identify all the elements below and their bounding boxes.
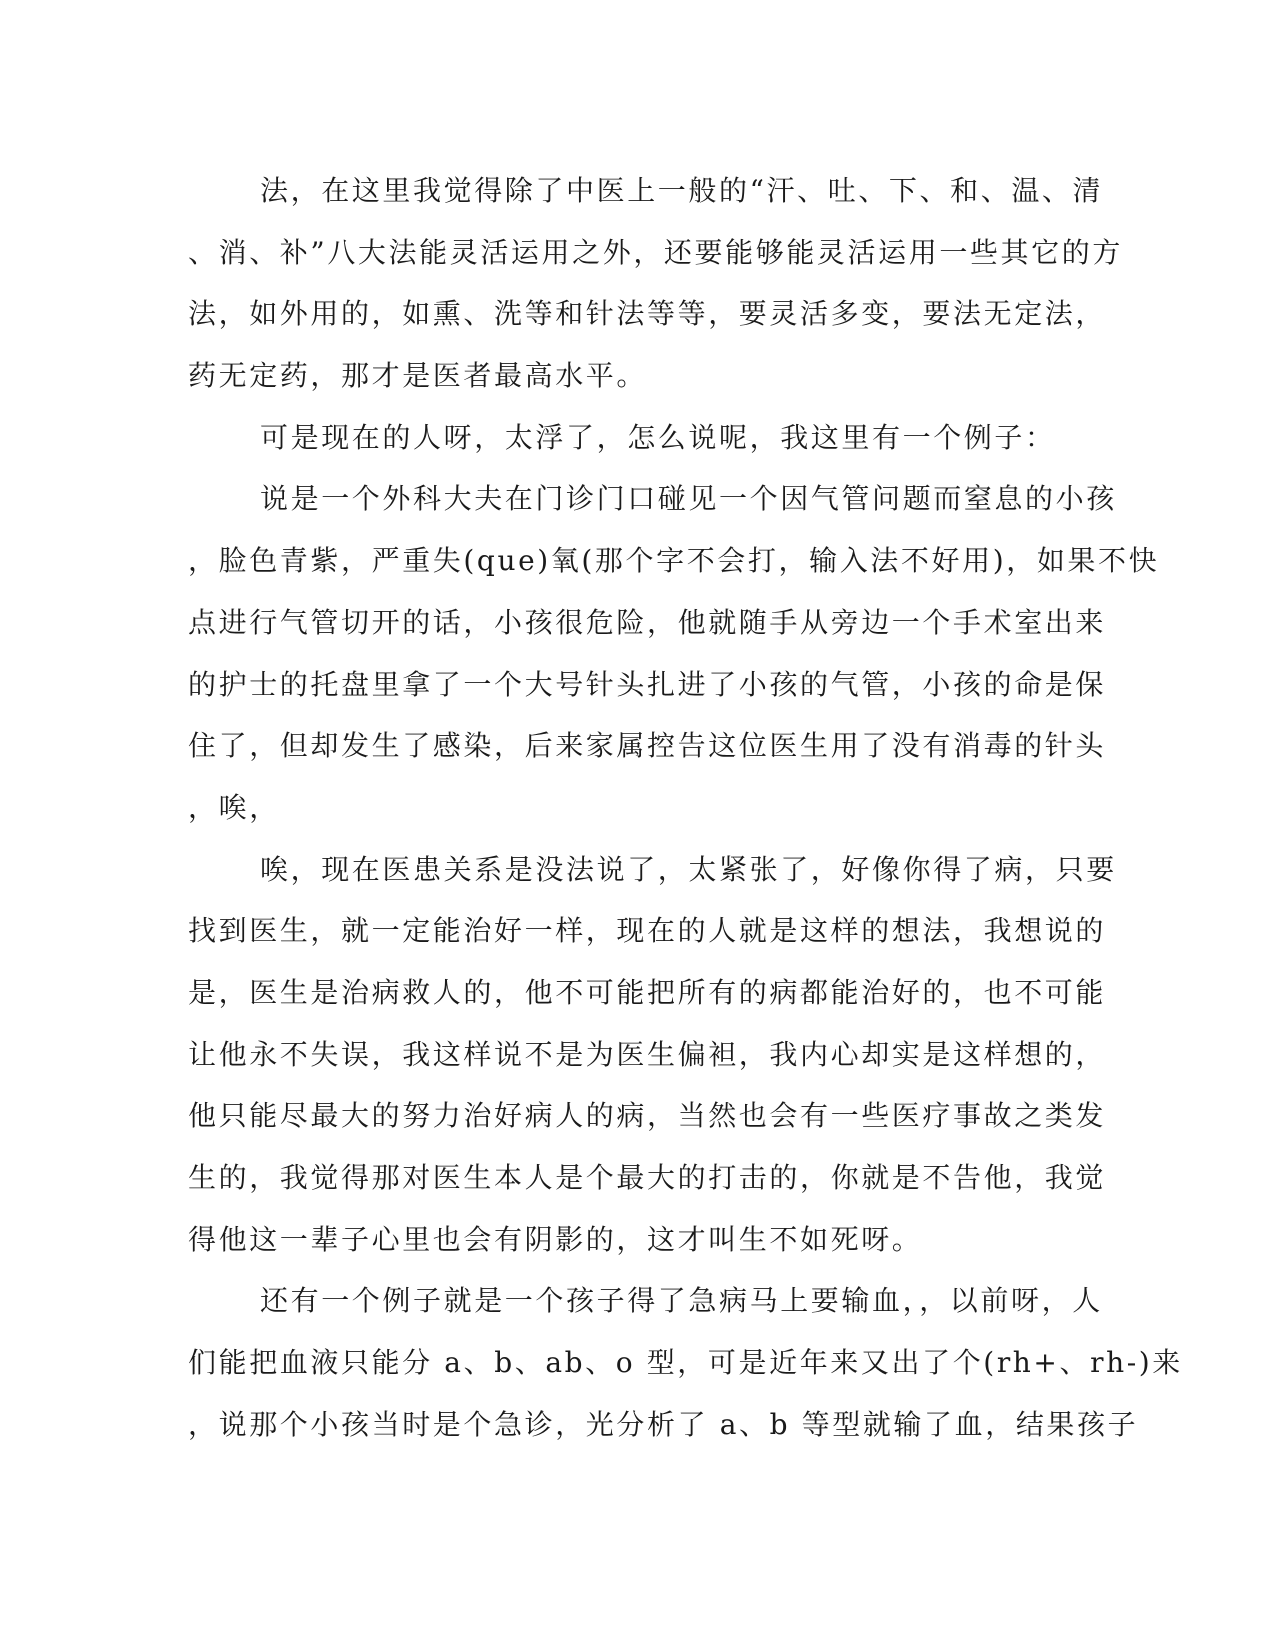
text-line: 找到医生，就一定能治好一样，现在的人就是这样的想法，我想说的 bbox=[188, 914, 1107, 948]
text-line: 是，医生是治病救人的，他不可能把所有的病都能治好的，也不可能 bbox=[188, 975, 1107, 1009]
document-body bbox=[188, 160, 1183, 1455]
text-line: 的护士的托盘里拿了一个大号针头扎进了小孩的气管，小孩的命是保 bbox=[188, 667, 1107, 701]
text-line: 还有一个例子就是一个孩子得了急病马上要输血，，以前呀，人 bbox=[260, 1284, 1103, 1318]
text-line: 他只能尽最大的努力治好病人的病，当然也会有一些医疗事故之类发 bbox=[188, 1099, 1107, 1133]
text-line: 唉，现在医患关系是没法说了，太紧张了，好像你得了病，只要 bbox=[260, 852, 1117, 886]
text-line: 生的，我觉得那对医生本人是个最大的打击的，你就是不告他，我觉 bbox=[188, 1161, 1107, 1194]
text-line: 说是一个外科大夫在门诊门口碰见一个因气管问题而窒息的小孩 bbox=[260, 482, 1117, 516]
text-line: 、消、补”八大法能灵活运用之外，还要能够能灵活运用一些其它的方 bbox=[188, 235, 1123, 269]
text-line: 药无定药，那才是医者最高水平。 bbox=[188, 359, 648, 393]
text-line: 让他永不失误，我这样说不是为医生偏袒，我内心却实是这样想的， bbox=[188, 1037, 1107, 1071]
text-line: 法，如外用的，如熏、洗等和针法等等，要灵活多变，要法无定法， bbox=[188, 297, 1107, 331]
text-line: 点进行气管切开的话，小孩很危险，他就随手从旁边一个手术室出来 bbox=[188, 605, 1107, 639]
text-line: 们能把血液只能分 a、b、ab、o 型，可是近年来又出了个(rh+、rh-)来 bbox=[188, 1346, 1183, 1380]
text-line: 法，在这里我觉得除了中医上一般的“汗、吐、下、和、温、清 bbox=[260, 174, 1104, 207]
text-line: 可是现在的人呀，太浮了，怎么说呢，我这里有一个例子： bbox=[260, 420, 1056, 454]
text-line: ，唉， bbox=[188, 790, 280, 824]
text-line: 得他这一辈子心里也会有阴影的，这才叫生不如死呀。 bbox=[188, 1222, 923, 1256]
text-line: ，脸色青紫，严重失(que)氧(那个字不会打，输入法不好用)，如果不快 bbox=[188, 544, 1160, 578]
text-line: 住了，但却发生了感染，后来家属控告这位医生用了没有消毒的针头 bbox=[188, 729, 1107, 763]
text-line: ，说那个小孩当时是个急诊，光分析了 a、b 等型就输了血，结果孩子 bbox=[188, 1407, 1139, 1441]
